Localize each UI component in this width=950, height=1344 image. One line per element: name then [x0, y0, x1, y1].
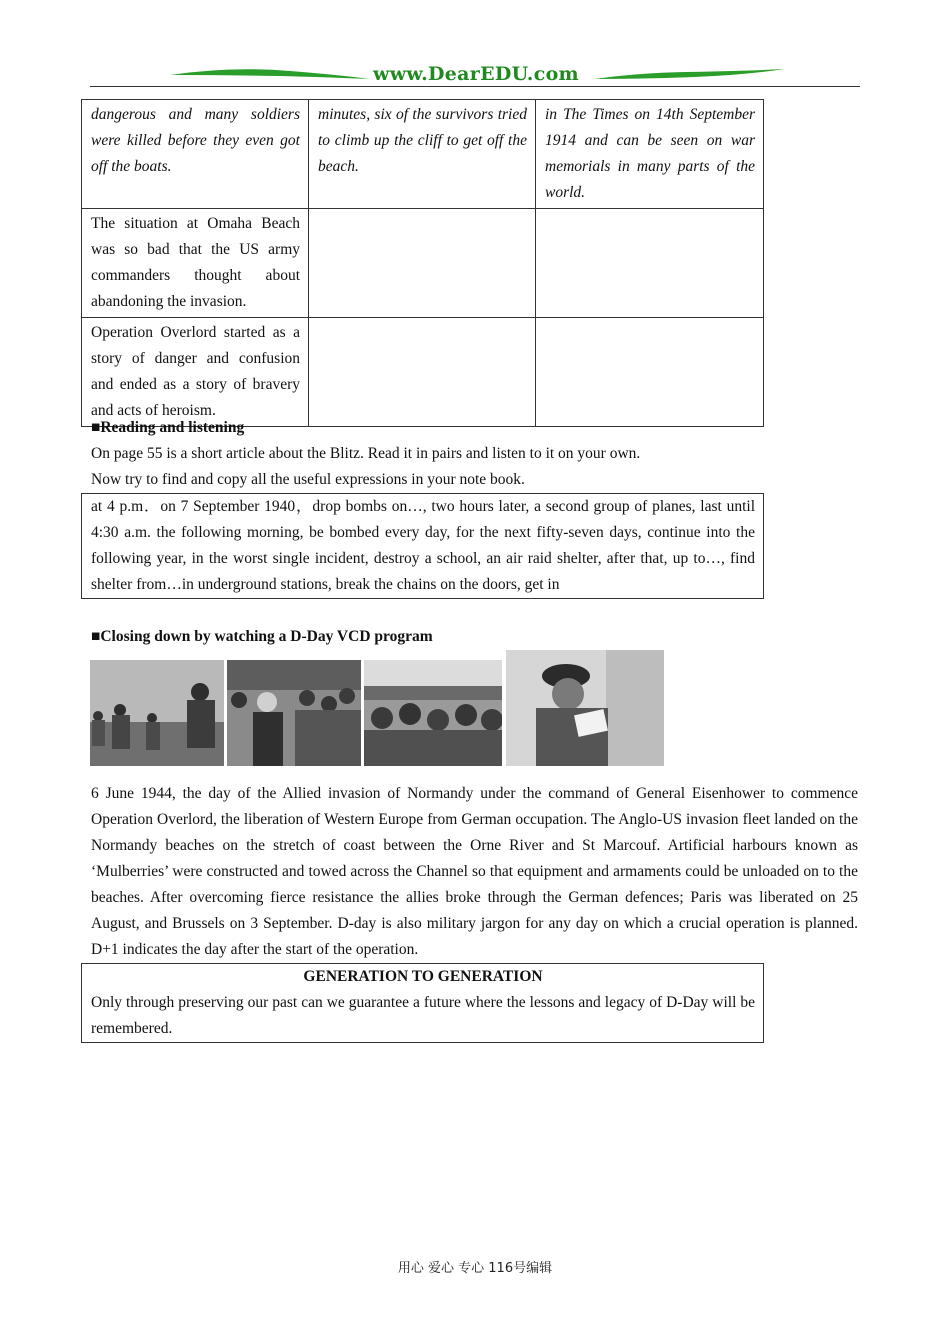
table-cell	[536, 318, 764, 427]
table-cell: The situation at Omaha Beach was so bad that the US army commanders thought about abandoning the invasion.	[82, 209, 309, 318]
generation-title: GENERATION TO GENERATION	[303, 968, 543, 985]
notes-table	[81, 99, 764, 427]
green-swoosh-right	[595, 68, 785, 82]
table-row	[82, 209, 764, 318]
reading-instruction: On page 55 is a short article about the Blitz. Read it in pairs and listen to it on your own.	[91, 445, 641, 462]
table-cell	[309, 318, 536, 427]
table-cell: Operation Overlord started as a story of danger and confusion and ended as a story of bravery and acts of heroism.	[82, 318, 309, 427]
table-cell: dangerous and many soldiers were killed before they even got off the boats.	[82, 100, 309, 209]
d-day-article: 6 June 1944, the day of the Allied invasion of Normandy under the command of General Eisenhower to commence Operation Overlord, the liberation of Western Europe from German occupation. The Anglo-US invasion fleet landed on the Normandy beaches on the stretch of coast between the Orne River and St Marcouf. Artificial harbours known as ‘Mulberries’ were constructed and towed across the Channel so that equipment and armaments could be unloaded on to the beaches. After overcoming fierce resistance the allies broke through the German defences; Paris was liberated on 25 August, and Brussels on 3 September. D-day is also military jargon for any day on which a crucial operation is planned. D+1 indicates the day after the start of the operation.	[91, 785, 858, 958]
photo-landing-craft	[364, 660, 502, 766]
table-cell	[309, 209, 536, 318]
reading-heading: ■Reading and listening	[91, 419, 245, 436]
header-rule	[90, 86, 860, 87]
expressions-box: at 4 p.m．on 7 September 1940，drop bombs on…, two hours later, a second group of planes, last until 4:30 a.m. the following morning, be bombed every day, for the next fifty-seven days, continue into the following year, in the worst single incident, destroy a school, an air raid shelter, after that, up to…, find shelter from…in underground stations, break the chains on the doors, get in	[81, 493, 764, 599]
table-row	[82, 100, 764, 209]
site-logo: www.DearEDU.com	[373, 63, 579, 85]
table-row	[82, 318, 764, 427]
photo-soldier-reading-letter	[506, 650, 664, 766]
reading-instruction: Now try to find and copy all the useful expressions in your note book.	[91, 471, 525, 488]
closing-heading: ■Closing down by watching a D-Day VCD program	[91, 628, 433, 645]
page-header	[90, 58, 860, 90]
table-cell	[536, 209, 764, 318]
photo-general-with-troops	[227, 660, 361, 766]
generation-text: Only through preserving our past can we guarantee a future where the lessons and legacy of D-Day will be remembered.	[91, 994, 755, 1037]
table-cell: minutes, six of the survivors tried to climb up the cliff to get off the beach.	[309, 100, 536, 209]
table-cell: in The Times on 14th September 1914 and can be seen on war memorials in many parts of the world.	[536, 100, 764, 209]
green-swoosh-left	[170, 68, 370, 82]
photo-soldiers-wading	[90, 660, 224, 766]
page-footer: 用心 爱心 专心 116号编辑	[397, 1261, 553, 1276]
generation-box	[81, 963, 764, 1043]
